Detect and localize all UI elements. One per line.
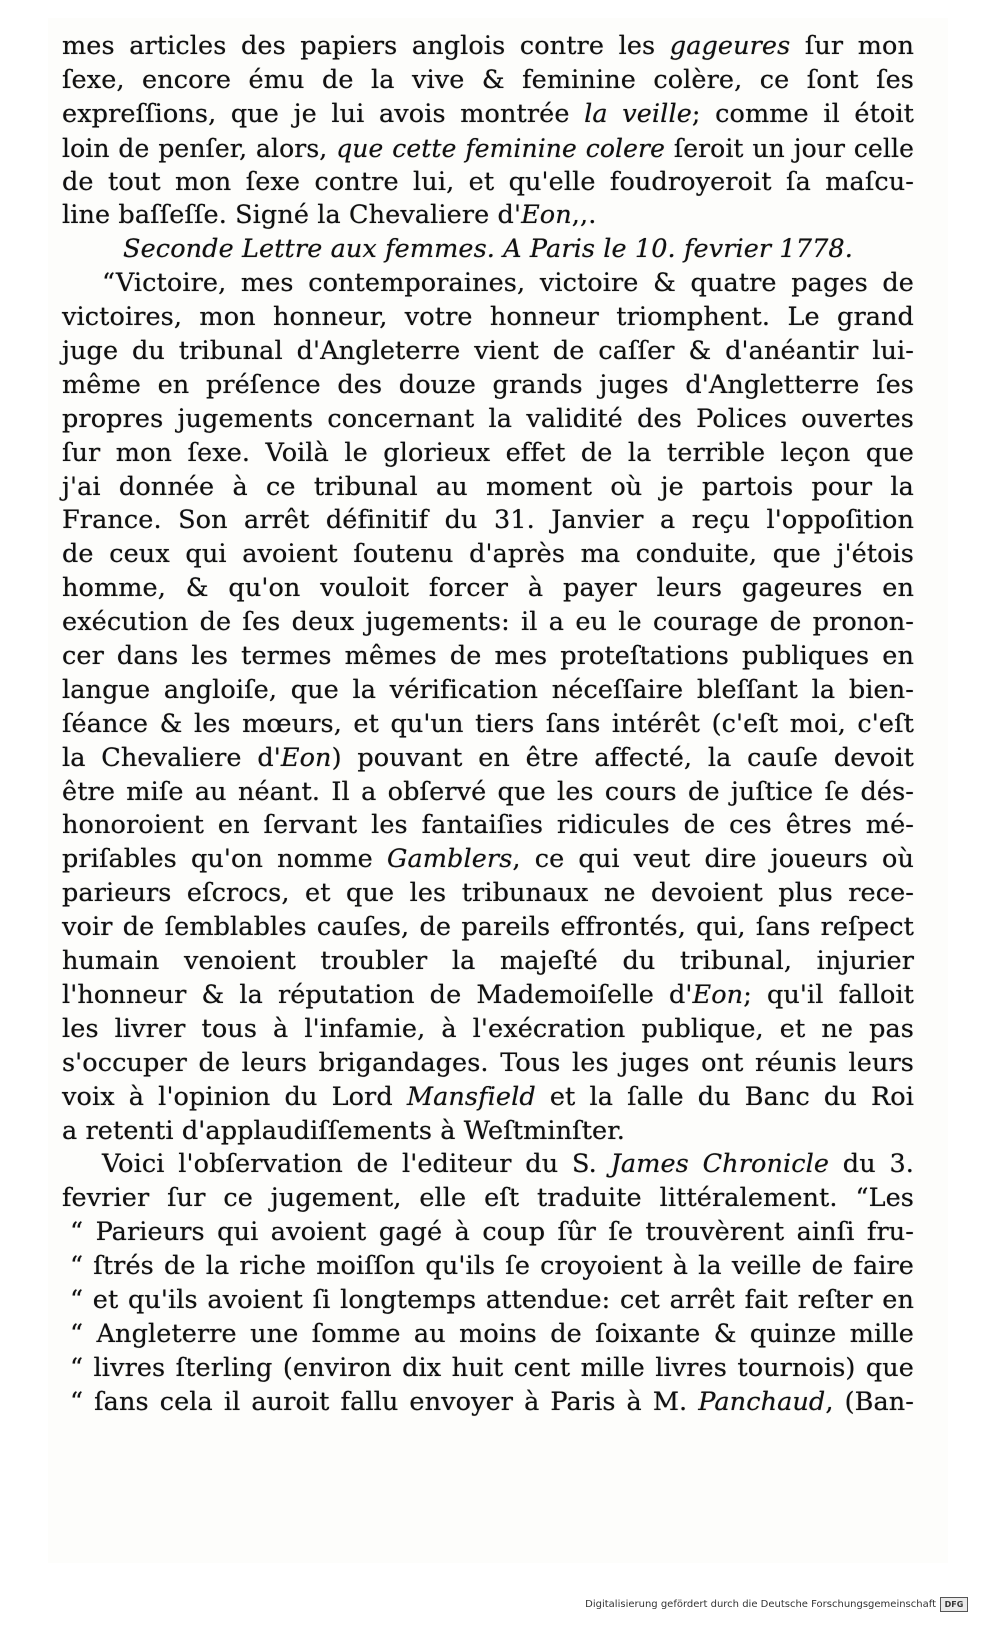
- text-line: [62, 640, 914, 674]
- text-segment: même en préſence des douze grands juges d'Angletterre ſes: [62, 369, 914, 400]
- text-segment: victoires, mon honneur, votre honneur triomphent. Le grand: [62, 302, 914, 333]
- text-segment: “Victoire, mes contemporaines, victoire & quatre pages de: [102, 268, 914, 299]
- text-segment: de tout mon ſexe contre lui, et qu'elle foudroyeroit ſa maſcu-: [62, 166, 914, 197]
- italic-segment: la veille: [584, 98, 692, 129]
- text-line: [62, 1284, 914, 1318]
- text-line: [62, 30, 914, 64]
- text-line: [62, 267, 914, 301]
- text-line: [62, 64, 914, 98]
- letter-heading: [62, 233, 914, 267]
- text-line: [62, 98, 914, 132]
- dfg-logo: DFG: [940, 1597, 968, 1612]
- text-segment: ſéance & les mœurs, et qu'un tiers ſans intérêt (c'eſt moi, c'eſt: [62, 708, 914, 739]
- text-segment: France. Son arrêt définitif du 31. Janvier a reçu l'oppoſition: [62, 505, 914, 536]
- text-segment: “ Angleterre une ſomme au moins de ſoixante & quinze mille: [70, 1318, 914, 1349]
- italic-segment: Panchaud: [698, 1386, 826, 1417]
- text-segment: cer dans les termes mêmes de mes proteſtations publiques en: [62, 641, 914, 672]
- text-segment: la Chevaliere d': [62, 742, 281, 773]
- text-segment: j'ai donnée à ce tribunal au moment où je partois pour la: [62, 471, 914, 502]
- text-segment: ,,.: [571, 200, 597, 231]
- text-line: [62, 979, 914, 1013]
- text-segment: ; comme il étoit: [691, 98, 915, 129]
- text-segment: du 3.: [829, 1149, 914, 1180]
- text-segment: , ce qui veut dire joueurs où: [512, 844, 914, 875]
- text-line: [62, 1182, 914, 1216]
- text-segment: fevrier ſur ce jugement, elle eſt traduite littéralement. “Les: [62, 1183, 914, 1214]
- text-segment: ſexe, encore ému de la vive & feminine colère, ce ſont ſes: [62, 64, 914, 95]
- text-line: [62, 708, 914, 742]
- text-segment: voix à l'opinion du Lord: [62, 1081, 407, 1112]
- text-line: [62, 335, 914, 369]
- text-segment: parieurs eſcrocs, et que les tribunaux ne devoient plus rece-: [62, 878, 914, 909]
- text-segment: voir de ſemblables cauſes, de pareils effrontés, qui, ſans reſpect: [62, 912, 914, 943]
- italic-segment: Mansfield: [406, 1081, 536, 1112]
- text-line: [62, 877, 914, 911]
- italic-segment: gageures: [669, 31, 791, 61]
- text-line: [62, 911, 914, 945]
- text-segment: priſables qu'on nomme: [62, 844, 387, 875]
- text-segment: juge du tribunal d'Angleterre vient de caſſer & d'anéantir lui-: [62, 336, 914, 367]
- text-segment: mes articles des papiers anglois contre les: [62, 31, 670, 61]
- text-line: [62, 1013, 914, 1047]
- text-segment: Voici l'obſervation de l'editeur du S.: [102, 1149, 611, 1180]
- text-line: [62, 606, 914, 640]
- text-line: [62, 776, 914, 810]
- text-segment: “ ſans cela il auroit fallu envoyer à Paris à M.: [70, 1386, 699, 1417]
- text-segment: humain venoient troubler la majeſté du tribunal, injurier: [62, 946, 914, 977]
- text-segment: l'honneur & la réputation de Mademoiſelle d': [62, 979, 693, 1010]
- text-line: [62, 166, 914, 200]
- text-segment: langue angloiſe, que la vérification néceſſaire bleſſant la bien-: [62, 674, 914, 705]
- text-line: [62, 945, 914, 979]
- text-line: [62, 1318, 914, 1352]
- digitization-credit: Digitalisierung gefördert durch die Deutsche Forschungsgemeinschaft: [585, 1599, 936, 1610]
- text-line: [62, 301, 914, 335]
- text-segment: “ et qu'ils avoient ſi longtemps attendue: cet arrêt fait reſter en: [70, 1284, 914, 1315]
- text-segment: ) pouvant en être affecté, la cauſe devoit: [331, 742, 914, 773]
- text-line: [62, 199, 914, 233]
- text-line: [62, 1216, 914, 1250]
- text-segment: ſur mon ſexe. Voilà le glorieux effet de la terrible leçon que: [62, 437, 914, 468]
- text-segment: a retenti d'applaudiſſements à Weſtminſter.: [62, 1115, 625, 1146]
- text-segment: “ Parieurs qui avoient gagé à coup ſûr ſe trouvèrent ainſi fru-: [70, 1217, 914, 1248]
- text-line: [62, 1081, 914, 1115]
- text-line: [62, 369, 914, 403]
- text-segment: homme, & qu'on vouloit forcer à payer leurs gageures en: [62, 573, 914, 604]
- text-segment: , (Ban-: [825, 1386, 915, 1417]
- text-segment: de ceux qui avoient ſoutenu d'après ma conduite, que j'étois: [62, 539, 914, 570]
- italic-segment: Gamblers: [387, 844, 513, 875]
- italic-segment: James Chronicle: [610, 1149, 830, 1180]
- text-line: [62, 132, 914, 166]
- text-segment: et la ſalle du Banc du Roi: [535, 1081, 914, 1112]
- text-segment: exécution de ſes deux jugements: il a eu le courage de pronon-: [62, 607, 914, 638]
- page-text: [62, 30, 914, 1420]
- text-line: [62, 471, 914, 505]
- italic-segment: Eon: [692, 979, 744, 1010]
- text-segment: “ ſtrés de la riche moiſſon qu'ils ſe croyoient à la veille de faire: [70, 1251, 914, 1282]
- text-line: [62, 1386, 914, 1420]
- text-segment: line baſſeſſe. Signé la Chevaliere d': [62, 200, 522, 231]
- italic-segment: Eon: [280, 742, 332, 773]
- text-segment: ſeroit un jour celle: [664, 133, 914, 163]
- text-line: [62, 437, 914, 471]
- text-line: [62, 1047, 914, 1081]
- text-line: [62, 1115, 914, 1149]
- text-segment: expreſſions, que je lui avois montrée: [62, 98, 585, 129]
- italic-segment: Eon: [521, 200, 572, 231]
- text-segment: propres jugements concernant la validité des Polices ouvertes: [62, 403, 914, 434]
- text-segment: les livrer tous à l'infamie, à l'exécration publique, et ne pas: [62, 1013, 914, 1044]
- text-line: [62, 572, 914, 606]
- text-segment: ſur mon: [790, 31, 914, 61]
- text-line: [62, 809, 914, 843]
- text-line: [62, 504, 914, 538]
- text-segment: “ livres ſterling (environ dix huit cent mille livres tournois) que: [70, 1352, 914, 1383]
- text-line: [62, 742, 914, 776]
- italic-segment: que cette feminine colere: [336, 133, 665, 163]
- text-line: [62, 1148, 914, 1182]
- text-segment: honoroient en ſervant les fantaiſies ridicules de ces êtres mé-: [62, 810, 914, 841]
- text-segment: loin de penſer, alors,: [62, 133, 337, 163]
- text-line: [62, 538, 914, 572]
- text-segment: s'occuper de leurs brigandages. Tous les juges ont réunis leurs: [62, 1047, 914, 1078]
- text-segment: ; qu'il falloit: [743, 979, 914, 1010]
- text-line: [62, 674, 914, 708]
- text-segment: être miſe au néant. Il a obſervé que les cours de juſtice ſe dés-: [62, 776, 914, 807]
- text-line: [62, 1250, 914, 1284]
- text-line: [62, 843, 914, 877]
- text-line: [62, 403, 914, 437]
- italic-segment: Seconde Lettre aux femmes. A Paris le 10. fevrier 1778.: [123, 234, 853, 265]
- text-line: [62, 1352, 914, 1386]
